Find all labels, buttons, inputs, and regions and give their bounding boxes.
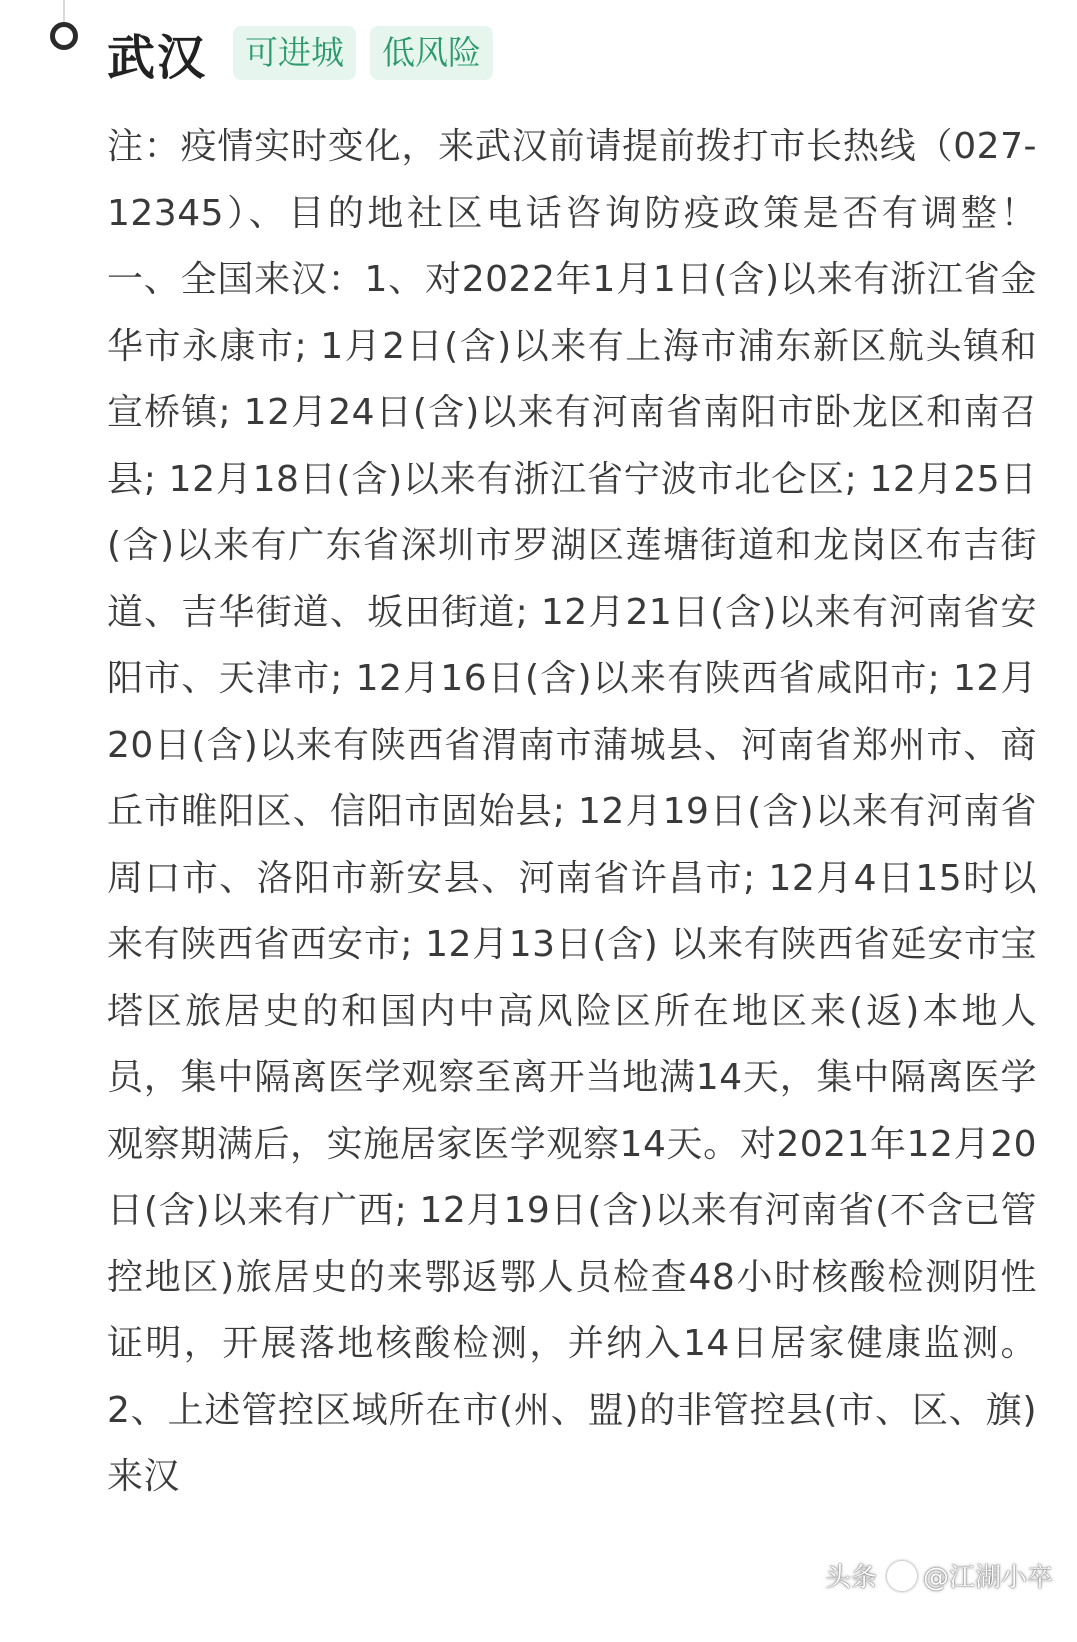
watermark-prefix: 头条 — [824, 1563, 877, 1593]
timeline-line — [63, 0, 65, 24]
risk-level-badge: 低风险 — [370, 26, 493, 80]
city-header — [107, 22, 507, 84]
policy-text: 注：疫情实时变化，来武汉前请提前拨打市长热线（027-12345）、目的地社区电话咨询防疫政策是否有调整！一、全国来汉：1、对2022年1月1日(含)以来有浙江省金华市永康市; 1月2日(含)以来有上海市浦东新区航头镇和宣桥镇; 12月24日(含)以来有河南省南阳市卧龙区和南召县; 12月18日(含)以来有浙江省宁波市北仑区; 12月25日(含)以来有广东省深圳市罗湖区莲塘街道和龙岗区布吉街道、吉华街道、坂田街道; 12月21日(含)以来有河南省安阳市、天津市; 12月16日(含)以来有陕西省咸阳市; 12月20日(含)以来有陕西省渭南市蒲城县、河南省郑州市、商丘市睢阳区、信阳市固始县; 12月19日(含)以来有河南省周口市、洛阳市新安县、河南省许昌市; 12月4日15时以来有陕西省西安市; 12月13日(含) 以来有陕西省延安市宝塔区旅居史的和国内中高风险区所在地区来(返)本地人员，集中隔离医学观察至离开当地满14天，集中隔离医学观察期满后，实施居家医学观察14天。对2021年12月20日(含)以来有广西; 12月19日(含)以来有河南省(不含已管控地区)旅居史的来鄂返鄂人员检查48小时核酸检测阴性证明，开展落地核酸检测，并纳入14日居家健康监测。2、上述管控区域所在市(州、盟)的非管控县(市、区、旗)来汉 — [107, 126, 1037, 1497]
timeline-dot-icon — [50, 22, 78, 50]
entry-status-badge: 可进城 — [233, 26, 356, 80]
watermark — [825, 1557, 1053, 1594]
city-title: 武汉 — [107, 29, 208, 86]
watermark-handle: @江湖小卒 — [922, 1563, 1053, 1593]
watermark-logo-icon — [887, 1561, 917, 1591]
